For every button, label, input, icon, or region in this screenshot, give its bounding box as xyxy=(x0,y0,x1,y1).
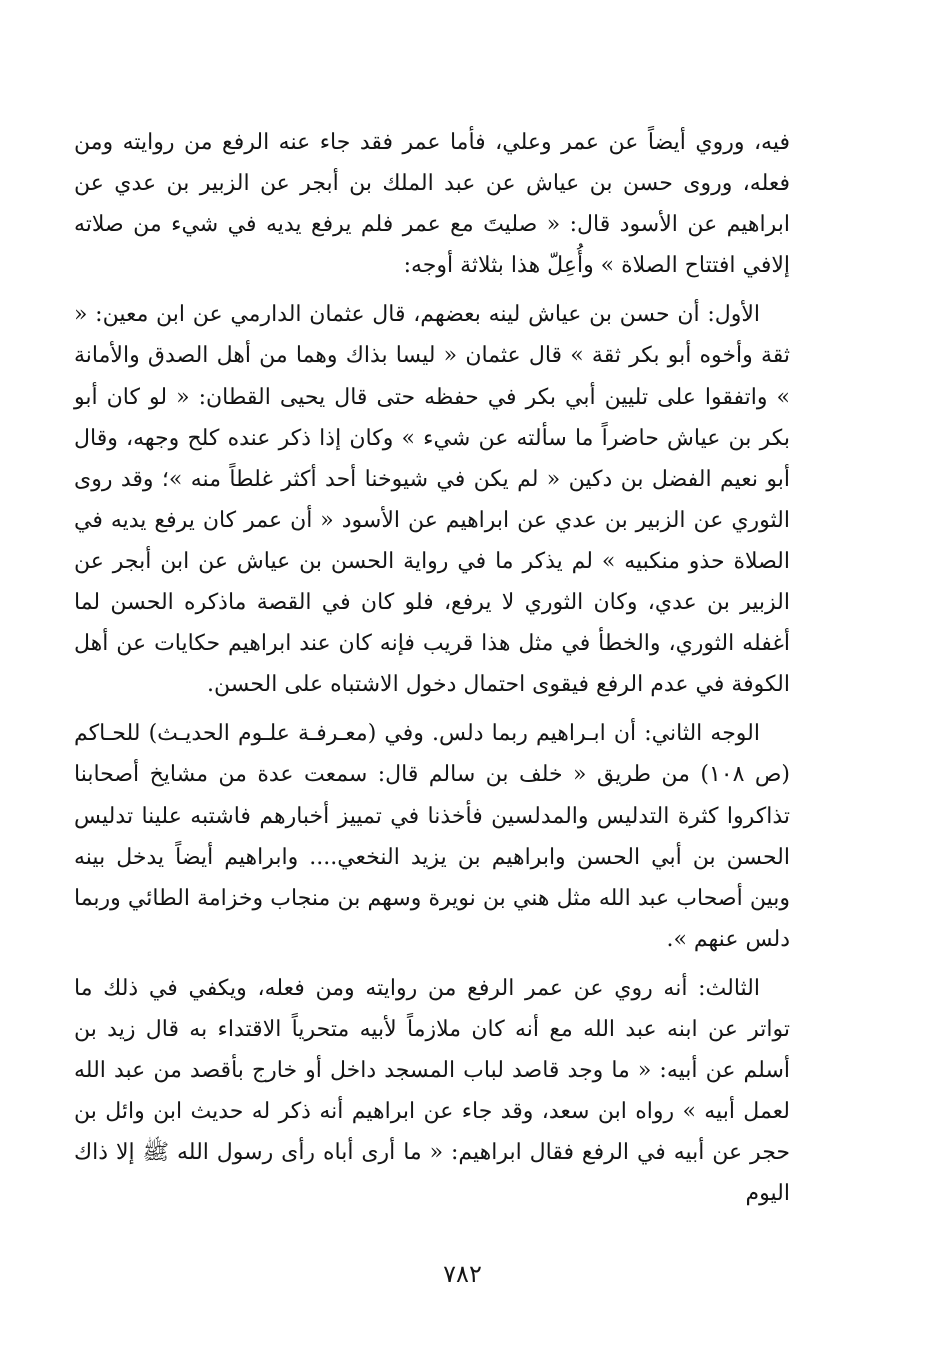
page-number: ٧٨٢ xyxy=(443,1260,482,1288)
paragraph-second-aspect: الوجه الثاني: أن ابـراهيم ربما دلس. وفي (معـرفـة علـوم الحديـث) للحـاكم (ص ١٠٨) من طريق « خلف بن سالم قال: سمعت عدة من مشايخ أصحابنا تذاكروا كثرة التدليس والمدلسين فأخذنا في تمييز أخبارهم فاشتبه علينا تدليس الحسن بن أبي الحسن وابراهيم بن يزيد النخعي.... وابراهيم أيضاً يدخل بينه وبين أصحاب عبد الله مثل هني بن نويرة وسهم بن منجاب وخزامة الطائي وربما دلس عنهم ». xyxy=(74,721,790,952)
paragraph-third-aspect: الثالث: أنه روي عن عمر الرفع من روايته ومن فعله، ويكفي في ذلك ما تواتر عن ابنه عبد الله مع أنه كان ملازماً لأبيه متحرياً الاقتداء به قال زيد بن أسلم عن أبيه: « ما وجد قاصد لباب المسجد داخل أو خارج بأقصد من عبد الله لعمل أبيه » رواه ابن سعد، وقد جاء عن ابراهيم أنه ذكر له حديث ابن وائل بن حجر عن أبيه في الرفع فقال ابراهيم: « ما أرى أباه رأى رسول الله ﷺ إلا ذاك اليوم xyxy=(74,975,790,1207)
paragraph-first-aspect: الأول: أن حسن بن عياش لينه بعضهم، قال عثمان الدارمي عن ابن معين: « ثقة وأخوه أبو بكر ثقة » قال عثمان « ليسا بذاك وهما من أهل الصدق والأمانة » واتفقوا على تليين أبي بكر في حفظه حتى قال يحيى القطان: « لو كان أبو بكر بن عياش حاضراً ما سألته عن شيء » وكان إذا ذكر عنده كلح وجهه، وقال أبو نعيم الفضل بن دكين « لم يكن في شيوخنا أحد أكثر غلطاً منه »؛ وقد روى الثوري عن الزبير بن عدي عن ابراهيم عن الأسود « أن عمر كان يرفع يديه في الصلاة حذو منكبيه » لم يذكر ما في رواية الحسن بن عياش عن ابن أبجر عن الزبير بن عدي، وكان الثوري لا يرفع، فلو كان في القصة ماذكره الحسن لما أغفله الثوري، والخطأ في مثل هذا قريب فإنه كان عند ابراهيم حكايات عن أهل الكوفة في عدم الرفع فيقوى احتمال دخول الاشتباه على الحسن. xyxy=(74,302,790,698)
paragraph-continuation: فيه، وروي أيضاً عن عمر وعلي، فأما عمر فقد جاء عنه الرفع من روايته ومن فعله، وروى حسن بن عياش عن عبد الملك بن أبجر عن الزبير بن عدي عن ابراهيم عن الأسود قال: « صليتَ مع عمر فلم يرفع يديه في شيء من صلاته إلافي افتتاح الصلاة » وأُعِلّ هذا بثلاثة أوجه: xyxy=(74,130,790,279)
page-body-text xyxy=(74,122,790,1214)
